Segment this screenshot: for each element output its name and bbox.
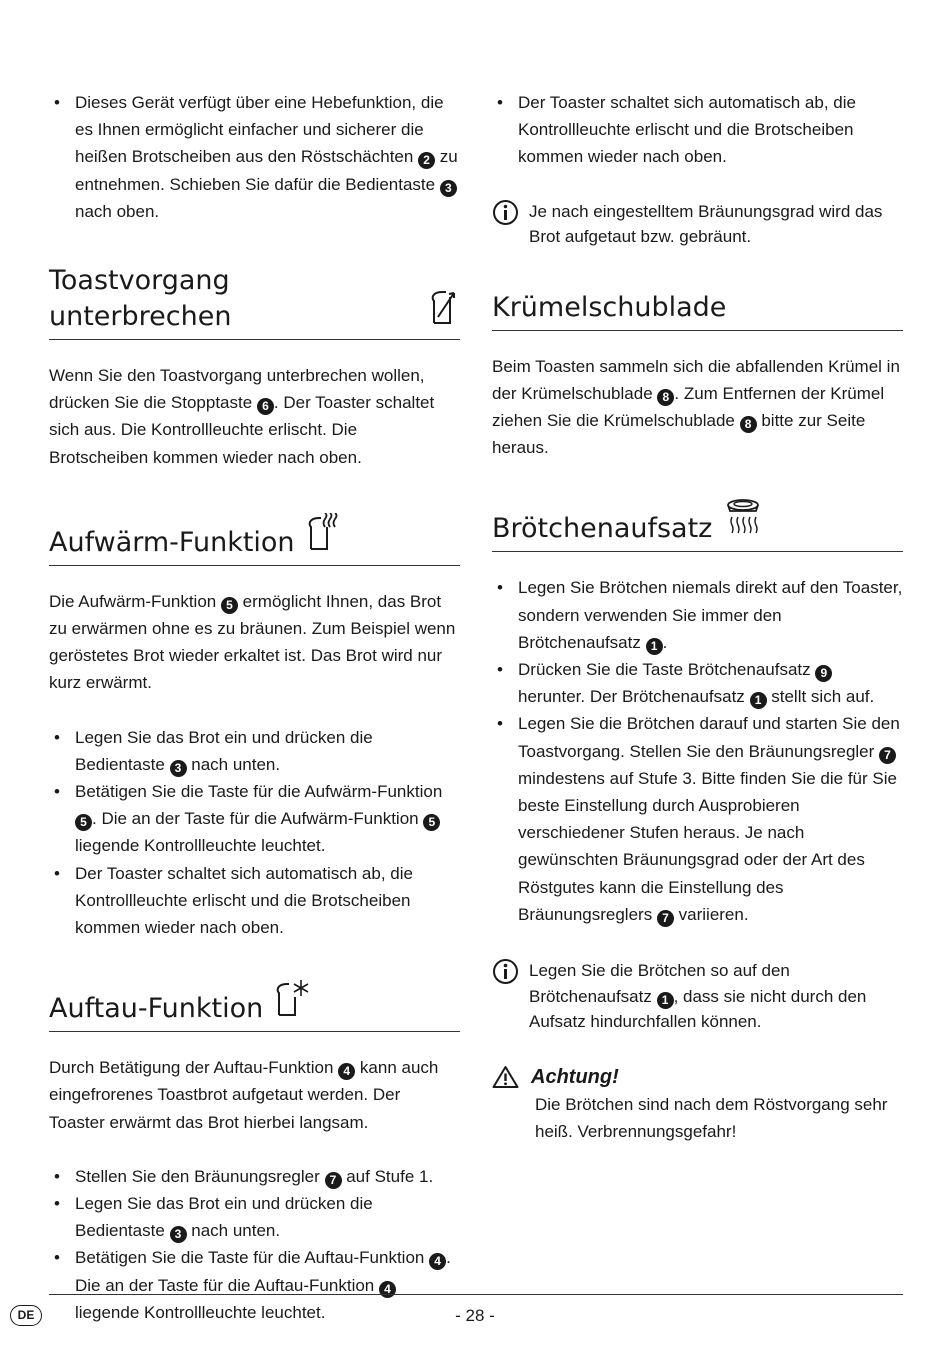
part-number-badge: 1: [750, 692, 767, 709]
list-item: • Legen Sie Brötchen niemals direkt auf den Toaster, sondern verwenden Sie immer den Brötchenaufsatz 1 .: [492, 574, 903, 656]
info-note: [492, 199, 903, 250]
list-item: • Der Toaster schaltet sich automatisch ab, die Kontrollleuchte erlischt und die Brotscheiben kommen wieder nach oben.: [492, 89, 903, 171]
section-heading-bun-rack: Brötchenaufsatz: [492, 497, 903, 552]
info-note: [492, 958, 903, 1035]
part-number-badge: 5: [423, 814, 440, 831]
intro-list-left: [49, 89, 460, 225]
warning-text: Die Brötchen sind nach dem Röstvorgang sehr heiß. Verbrennungsgefahr!: [535, 1094, 888, 1141]
list-item: • Drücken Sie die Taste Brötchenaufsatz 9 herunter. Der Brötchenaufsatz 1 stellt sich auf.: [492, 656, 903, 710]
part-number-badge: 3: [170, 1226, 187, 1243]
part-number-badge: 2: [418, 152, 435, 169]
section-heading-crumb-tray: Krümelschublade: [492, 290, 903, 331]
part-number-badge: 5: [221, 597, 238, 614]
part-number-badge: 3: [170, 760, 187, 777]
part-number-badge: 7: [657, 910, 674, 927]
list-item: • Stellen Sie den Bräunungsregler 7 auf Stufe 1.: [49, 1163, 460, 1190]
part-number-badge: 5: [75, 814, 92, 831]
left-column: [49, 0, 460, 1326]
list-item: • Dieses Gerät verfügt über eine Hebefunktion, die es Ihnen ermöglicht einfacher und sicherer die heißen Brotscheiben aus den Röstschächten 2 zu entnehmen. Schieben Sie dafür die Bedientaste 3 nach oben.: [49, 89, 460, 225]
part-number-badge: 3: [440, 180, 457, 197]
list-item: • Betätigen Sie die Taste für die Auftau-Funktion 4 . Die an der Taste für die Auftau-Funktion 4 liegende Kontrollleuchte leuchtet.: [49, 1244, 460, 1326]
section-heading-toast-stop: Toastvorgang unterbrechen: [49, 263, 460, 340]
list-item: • Betätigen Sie die Taste für die Aufwärm-Funktion 5 . Die an der Taste für die Aufwärm-Funktion 5 liegende Kontrollleuchte leuchtet.: [49, 778, 460, 860]
part-number-badge: 6: [257, 398, 274, 415]
section-heading-warm: Aufwärm-Funktion: [49, 513, 460, 566]
toast-warm-icon: [307, 513, 341, 561]
info-note-text: Je nach eingestelltem Bräunungsgrad wird das Brot aufgetaut bzw. gebräunt.: [529, 201, 883, 247]
part-number-badge: 4: [429, 1253, 446, 1270]
intro-list-right: [492, 89, 903, 171]
warm-steps-list: [49, 724, 460, 942]
language-badge: DE: [10, 1305, 42, 1326]
warning-icon: [492, 1065, 519, 1089]
part-number-badge: 4: [338, 1063, 355, 1080]
part-number-badge: 4: [379, 1281, 396, 1298]
list-item: • Legen Sie die Brötchen darauf und starten Sie den Toastvorgang. Stellen Sie den Bräunungsregler 7 mindestens auf Stufe 3. Bitte finden Sie die für Sie beste Einstellung durch Ausprobieren verschiedener Stufen heraus. Je nach gewünschten Bräunungsgrad oder der Art des Röstgutes kann die Einstellung des Bräunungsreglers 7 variieren.: [492, 710, 903, 928]
footer-divider: [49, 1294, 903, 1295]
toast-defrost-icon: [275, 979, 311, 1027]
part-number-badge: 1: [646, 638, 663, 655]
info-note-text: Legen Sie die Brötchen so auf den Brötchenaufsatz 1 , dass sie nicht durch den Aufsatz hindurchfallen können.: [529, 961, 867, 1032]
part-number-badge: 9: [815, 665, 832, 682]
toast-stop-icon: [430, 287, 460, 335]
warning-box: [492, 1063, 903, 1145]
right-column: [492, 0, 903, 1145]
warning-title: Achtung!: [492, 1063, 903, 1091]
part-number-badge: 7: [325, 1172, 342, 1189]
paragraph: Beim Toasten sammeln sich die abfallenden Krümel in der Krümelschublade 8 . Zum Entfernen der Krümel ziehen Sie die Krümelschublade 8 bitte zur Seite heraus.: [492, 356, 900, 458]
paragraph: Die Aufwärm-Funktion 5 ermöglicht Ihnen, das Brot zu erwärmen ohne es zu bräunen. Zum Beispiel wenn geröstetes Brot wieder erkaltet ist. Das Brot wird nur kurz erwärmt.: [49, 591, 456, 693]
part-number-badge: 7: [879, 747, 896, 764]
bun-rack-icon: [724, 497, 762, 547]
section-heading-defrost: Auftau-Funktion: [49, 979, 460, 1032]
bun-rack-steps-list: [492, 574, 903, 928]
part-number-badge: 8: [657, 389, 674, 406]
list-item: • Legen Sie das Brot ein und drücken die Bedientaste 3 nach unten.: [49, 1190, 460, 1244]
part-number-badge: 1: [657, 992, 674, 1009]
page-number: - 28 -: [455, 1306, 495, 1325]
paragraph: Wenn Sie den Toastvorgang unterbrechen wollen, drücken Sie die Stopptaste 6 . Der Toaster schaltet sich aus. Die Kontrollleuchte erlischt. Die Brotscheiben kommen wieder nach oben.: [49, 366, 435, 467]
list-item: • Legen Sie das Brot ein und drücken die Bedientaste 3 nach unten.: [49, 724, 460, 778]
list-item: • Der Toaster schaltet sich automatisch ab, die Kontrollleuchte erlischt und die Brotscheiben kommen wieder nach oben.: [49, 860, 460, 942]
part-number-badge: 8: [740, 416, 757, 433]
defrost-steps-list: [49, 1163, 460, 1326]
info-icon: [492, 199, 529, 231]
paragraph: Durch Betätigung der Auftau-Funktion 4 kann auch eingefrorenes Toastbrot aufgetaut werden. Der Toaster erwärmt das Brot hierbei langsam.: [49, 1058, 439, 1132]
info-icon: [492, 958, 529, 990]
